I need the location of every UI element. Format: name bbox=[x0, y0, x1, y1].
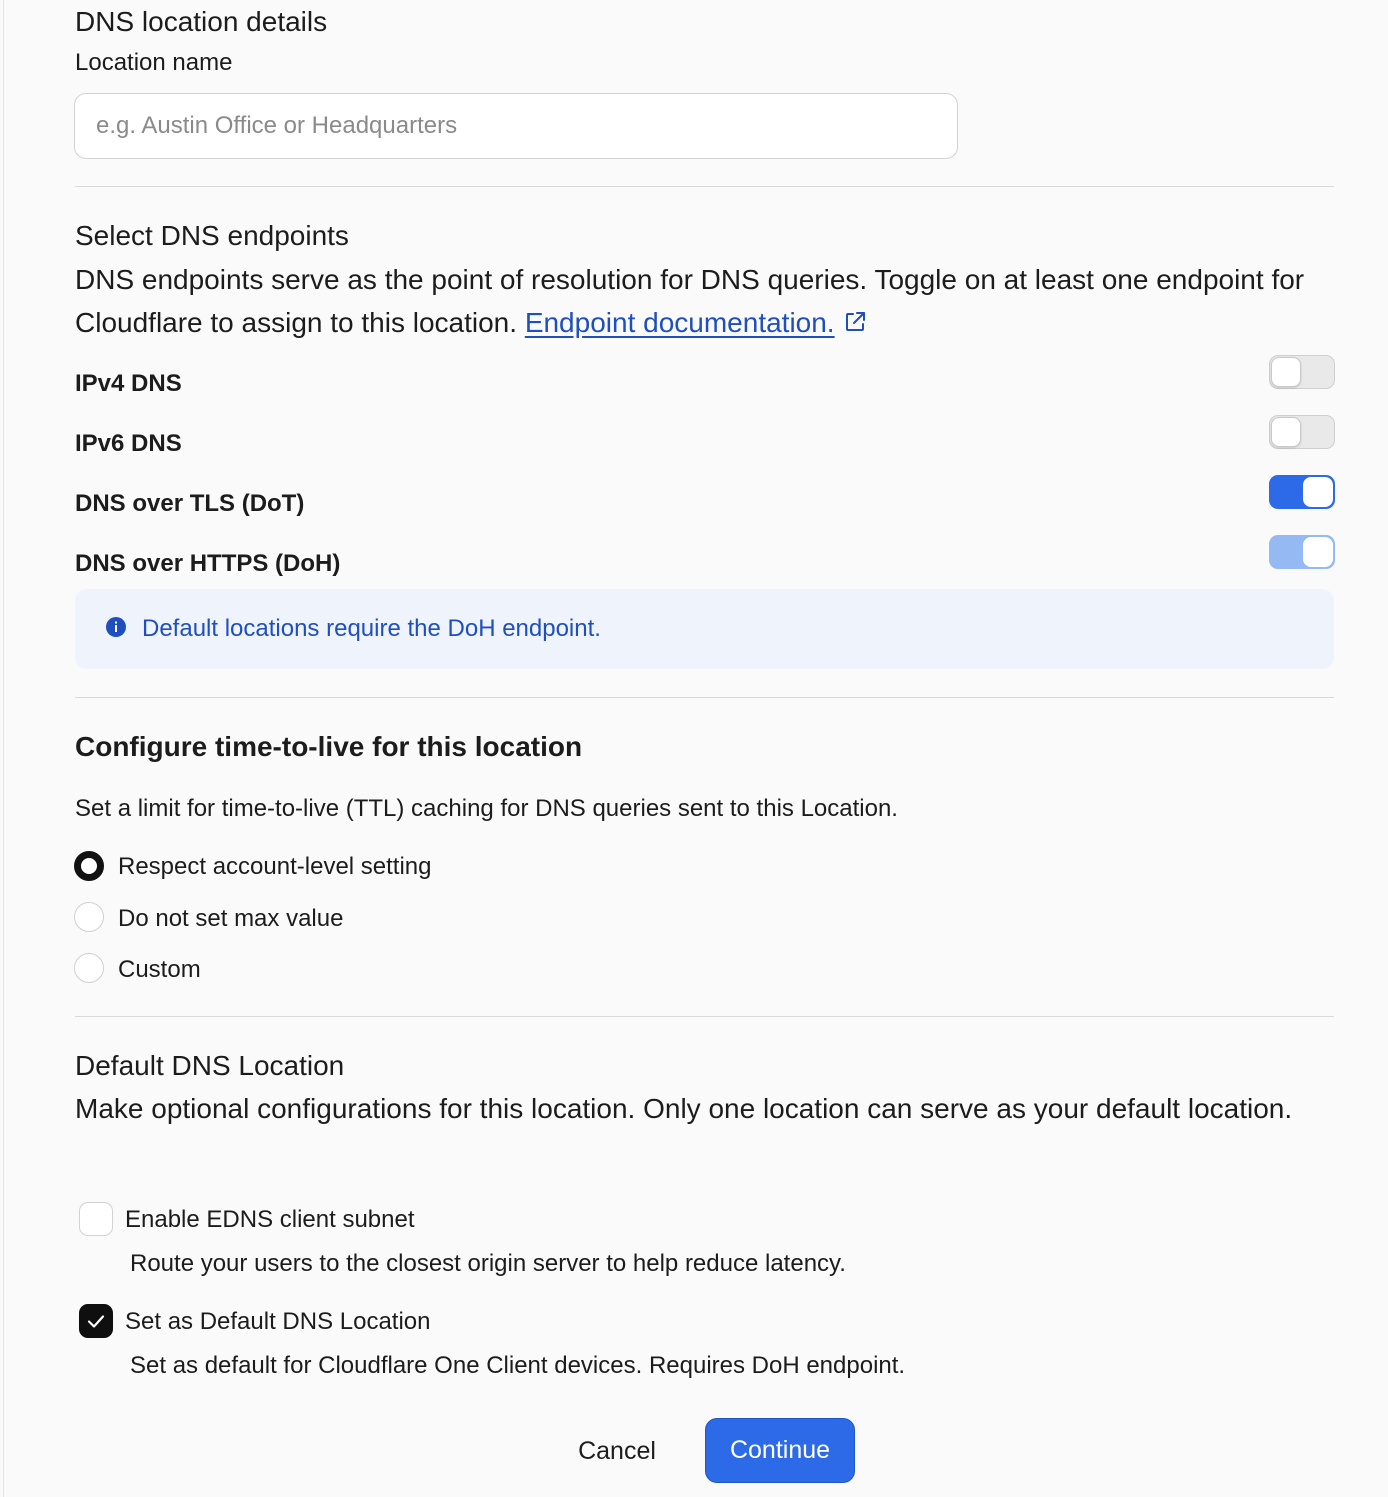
left-border bbox=[3, 0, 4, 1497]
checkbox-default-dns-location[interactable] bbox=[79, 1304, 113, 1338]
divider bbox=[75, 697, 1334, 698]
location-name-input[interactable] bbox=[74, 93, 958, 159]
toggle-ipv4-dns[interactable] bbox=[1269, 355, 1335, 389]
endpoint-label-ipv6: IPv6 DNS bbox=[75, 430, 182, 457]
toggle-ipv6-dns[interactable] bbox=[1269, 415, 1335, 449]
toggle-knob bbox=[1303, 537, 1333, 567]
default-location-help-text: Set as default for Cloudflare One Client devices. Requires DoH endpoint. bbox=[130, 1352, 906, 1379]
cancel-button[interactable]: Cancel bbox=[560, 1420, 674, 1482]
info-icon bbox=[105, 616, 127, 643]
checkbox-label-default-dns-location[interactable]: Set as Default DNS Location bbox=[125, 1308, 431, 1335]
location-name-label: Location name bbox=[75, 49, 233, 76]
endpoints-description bbox=[75, 258, 1335, 346]
info-banner bbox=[75, 589, 1334, 669]
endpoint-label-dot: DNS over TLS (DoT) bbox=[75, 490, 305, 517]
endpoints-description-text: DNS endpoints serve as the point of resolution for DNS queries. Toggle on at least one endpoint for Cloudflare to assign to this location. bbox=[75, 264, 1305, 338]
default-location-description: Make optional configurations for this location. Only one location can serve as your default location. bbox=[75, 1093, 1293, 1124]
endpoint-documentation-link[interactable]: Endpoint documentation. bbox=[524, 307, 835, 338]
section-title-default-location: Default DNS Location bbox=[75, 1050, 345, 1081]
endpoint-label-doh: DNS over HTTPS (DoH) bbox=[75, 550, 341, 577]
divider bbox=[75, 186, 1334, 187]
section-title-ttl: Configure time-to-live for this location bbox=[75, 731, 583, 762]
section-title-endpoints: Select DNS endpoints bbox=[75, 220, 349, 251]
section-title-location-details: DNS location details bbox=[75, 6, 328, 37]
toggle-knob bbox=[1271, 357, 1301, 387]
external-link-icon[interactable] bbox=[843, 303, 867, 346]
radio-respect-account-level[interactable] bbox=[74, 851, 104, 881]
radio-label-no-max-value[interactable]: Do not set max value bbox=[118, 905, 344, 932]
info-message: Default locations require the DoH endpoint. bbox=[142, 615, 601, 642]
divider bbox=[75, 1016, 1334, 1017]
continue-button[interactable]: Continue bbox=[705, 1418, 855, 1483]
toggle-dns-over-https[interactable] bbox=[1269, 535, 1335, 569]
radio-label-custom[interactable]: Custom bbox=[118, 956, 201, 983]
radio-custom[interactable] bbox=[74, 953, 104, 983]
toggle-dns-over-tls[interactable] bbox=[1269, 475, 1335, 509]
toggle-knob bbox=[1303, 477, 1333, 507]
ttl-description: Set a limit for time-to-live (TTL) caching for DNS queries sent to this Location. bbox=[75, 795, 898, 822]
endpoint-label-ipv4: IPv4 DNS bbox=[75, 370, 182, 397]
checkbox-edns-client-subnet[interactable] bbox=[79, 1202, 113, 1236]
checkmark-icon bbox=[80, 1305, 112, 1337]
toggle-knob bbox=[1271, 417, 1301, 447]
checkbox-label-edns-client-subnet[interactable]: Enable EDNS client subnet bbox=[125, 1206, 415, 1233]
radio-label-respect-account-level[interactable]: Respect account-level setting bbox=[118, 853, 432, 880]
radio-no-max-value[interactable] bbox=[74, 902, 104, 932]
edns-help-text: Route your users to the closest origin server to help reduce latency. bbox=[130, 1250, 846, 1277]
